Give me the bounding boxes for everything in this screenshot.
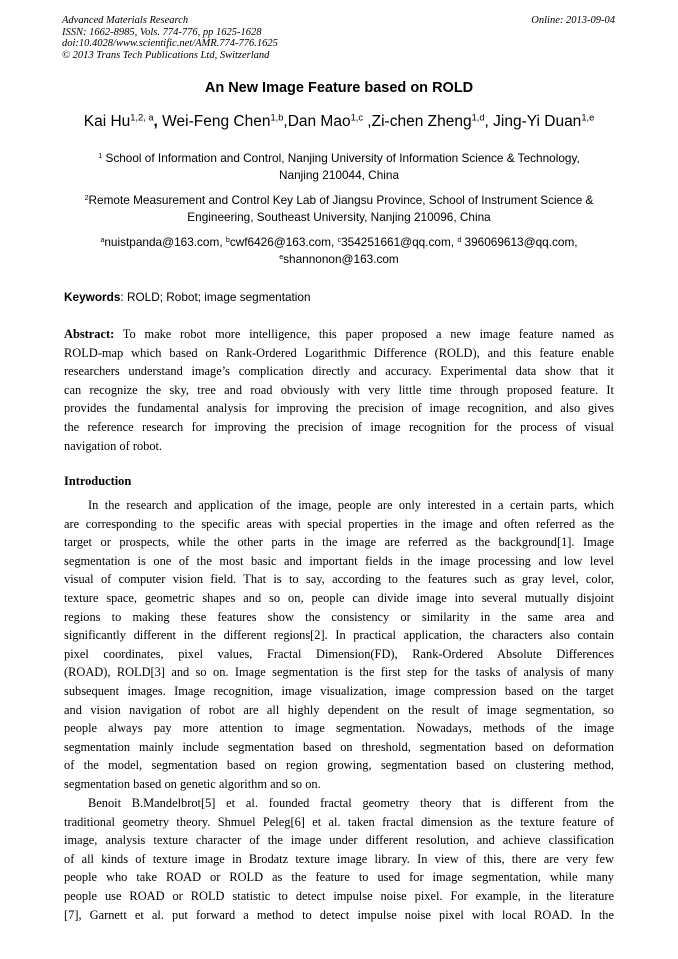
journal-copyright: © 2013 Trans Tech Publications Ltd, Switzerland xyxy=(62,49,270,61)
affiliation-line: Engineering, Southeast University, Nanjing 210096, China xyxy=(187,210,491,224)
affiliation-line: Nanjing 210044, China xyxy=(278,168,400,182)
affiliation-line: $^1$ School of Information and Control, Nanjing University of Information Science & Technology, xyxy=(98,151,580,165)
email-link: nuistpanda@163.com, xyxy=(104,235,226,249)
author-sep: , xyxy=(283,113,288,130)
paragraph-line: (ROAD), ROLD[3] and so on. Image segmentation is the first step for the tasks of analysis of many xyxy=(64,665,614,680)
author-sup: 1,2, a xyxy=(130,112,154,123)
paragraph-line: regions to making these features show the consistency or similarity in the same area and xyxy=(64,609,614,624)
online-date: Online: 2013-09-04 xyxy=(531,15,615,26)
paragraph-line: of all kinds of texture image in Brodatz texture image library. In view of this, there are very few xyxy=(64,851,614,866)
journal-doi: doi:10.4028/www.scientific.net/AMR.774-776.1625 xyxy=(62,38,278,49)
author-sup: 1,c xyxy=(350,112,363,123)
author-name: Wei-Feng Chen xyxy=(162,113,271,130)
paragraph-line: are corresponding to the specific areas with special properties in the image and often referred as the xyxy=(64,516,614,531)
abstract-line: provides the fundamental analysis for improving the precision of image recognition, and also gives xyxy=(64,401,614,416)
affiliation-sup: 2 xyxy=(84,193,89,202)
affiliation-1 xyxy=(64,150,614,184)
introduction-paragraph-2 xyxy=(64,794,614,924)
paragraph-line: Benoit B.Mandelbrot[5] et al. founded fractal geometry theory that is different from the xyxy=(88,796,614,810)
section-heading-introduction: Introduction xyxy=(64,474,132,488)
author-name: Jing-Yi Duan xyxy=(493,113,582,130)
abstract-line: the reference research for improving the precision of image recognition for the process of visual xyxy=(64,419,614,434)
paragraph-line: texture space, geometric shapes and so on, people can divide image into several mutually disjoint xyxy=(64,590,614,605)
author-name: Dan Mao xyxy=(287,113,351,130)
author-sup: 1,b xyxy=(270,112,284,123)
journal-header xyxy=(62,15,278,61)
paragraph-line: subsequent images. Image recognition, image visualization, image compression based on the target xyxy=(64,683,614,698)
abstract-line: researchers understand image’s complication directly and accuracy. Experimental data show that it xyxy=(64,364,614,379)
keywords-text: : ROLD; Robot; image segmentation xyxy=(120,290,311,304)
author-sep: , xyxy=(153,113,163,130)
paragraph-line: pixel coordinates, pixel values, Fractal Dimension(FD), Rank-Ordered Absolute Differences xyxy=(64,646,614,661)
abstract-line: can recognize the sky, tree and road obviously with very little time through proposed feature. It xyxy=(64,382,614,397)
abstract-line: ROLD-map which based on Rank-Ordered Logarithmic Difference (ROLD), and this feature enable xyxy=(64,345,614,360)
author-sup: 1,e xyxy=(581,112,595,123)
paragraph-line: significantly different in the different regions[2]. In practical application, the characters also contain xyxy=(64,628,614,643)
email-link: cwf6426@163.com, xyxy=(229,235,338,249)
introduction-paragraph-1 xyxy=(64,496,614,794)
affiliation-line: $^2$Remote Measurement and Control Key Lab of Jiangsu Province, School of Instrument Science & xyxy=(84,193,594,207)
paragraph-line: segmentation based on genetic algorithm and so on. xyxy=(64,776,321,791)
paragraph-line: segmentation is one of the most basic and important fields in the image processing and low level xyxy=(64,553,614,568)
paper-title: An New Image Feature based on ROLD xyxy=(204,80,474,96)
paragraph-line: people who take ROAD or ROLD as the feature to used for image segmentation, while many xyxy=(64,870,614,885)
email-link: 354251661@qq.com, xyxy=(341,235,458,249)
affiliation-2 xyxy=(64,192,614,226)
author-sep: , xyxy=(363,113,372,130)
affiliation-sup: 1 xyxy=(98,151,103,160)
author-sep: , xyxy=(484,113,494,130)
abstract-line: navigation of robot. xyxy=(64,438,163,453)
keywords-label: Keywords xyxy=(64,290,121,304)
email-link: 396069613@qq.com, xyxy=(461,235,578,249)
abstract xyxy=(64,325,614,455)
abstract-line: Abstract: To make robot more intelligence, this paper proposed a new image feature named as xyxy=(64,327,614,341)
paragraph-line: people always pay more attention to image segmentation. Nowadays, methods of the image xyxy=(64,721,614,736)
abstract-label: Abstract: xyxy=(64,327,115,341)
paragraph-line: In the research and application of the image, people are only interested in a certain parts, which xyxy=(88,498,614,512)
email-line: $^a$nuistpanda@163.com, $^b$cwf6426@163.com, $^c$354251661@qq.com, $^d$ 396069613@qq.com, xyxy=(100,235,578,249)
paragraph-line: traditional geometry theory. Shmuel Peleg[6] et al. taken fractal dimension as the texture feature of xyxy=(64,814,614,829)
author-name: Kai Hu xyxy=(83,113,131,130)
paragraph-line: of the model, segmentation based on region growing, segmentation based on clustering method, xyxy=(64,758,614,773)
email-line: $^e$shannonon@163.com xyxy=(279,252,399,266)
paragraph-line: and vision navigation of robot are all highly dependent on the result of image segmentation, so xyxy=(64,702,614,717)
paragraph-line: target or prospects, while the other parts in the image are referred as the background[1]. Image xyxy=(64,535,614,550)
author-sup: 1,d xyxy=(471,112,485,123)
journal-issn: ISSN: 1662-8985, Vols. 774-776, pp 1625-1628 xyxy=(62,26,262,38)
paragraph-line: image, analysis texture character of the image under different resolution, and achieve classification xyxy=(64,833,614,848)
paragraph-line: people use ROAD or ROLD statistic to detect impulse noise pixel. For example, in the literature xyxy=(64,888,614,903)
paragraph-line: segmentation mainly include segmentation based on threshold, segmentation based on deformation xyxy=(64,739,614,754)
email-link: shannonon@163.com xyxy=(283,252,399,266)
author-name: Zi-chen Zheng xyxy=(371,113,472,130)
journal-name: Advanced Materials Research xyxy=(62,15,189,26)
author-list xyxy=(0,113,678,131)
paragraph-line: visual of computer vision field. That is to say, according to the features such as gray level, color, xyxy=(64,572,614,587)
keywords xyxy=(64,290,614,304)
paragraph-line: [7], Garnett et al. put forward a method to detect impulse noise pixel with local ROAD. In the xyxy=(64,907,614,922)
author-emails xyxy=(64,234,614,268)
